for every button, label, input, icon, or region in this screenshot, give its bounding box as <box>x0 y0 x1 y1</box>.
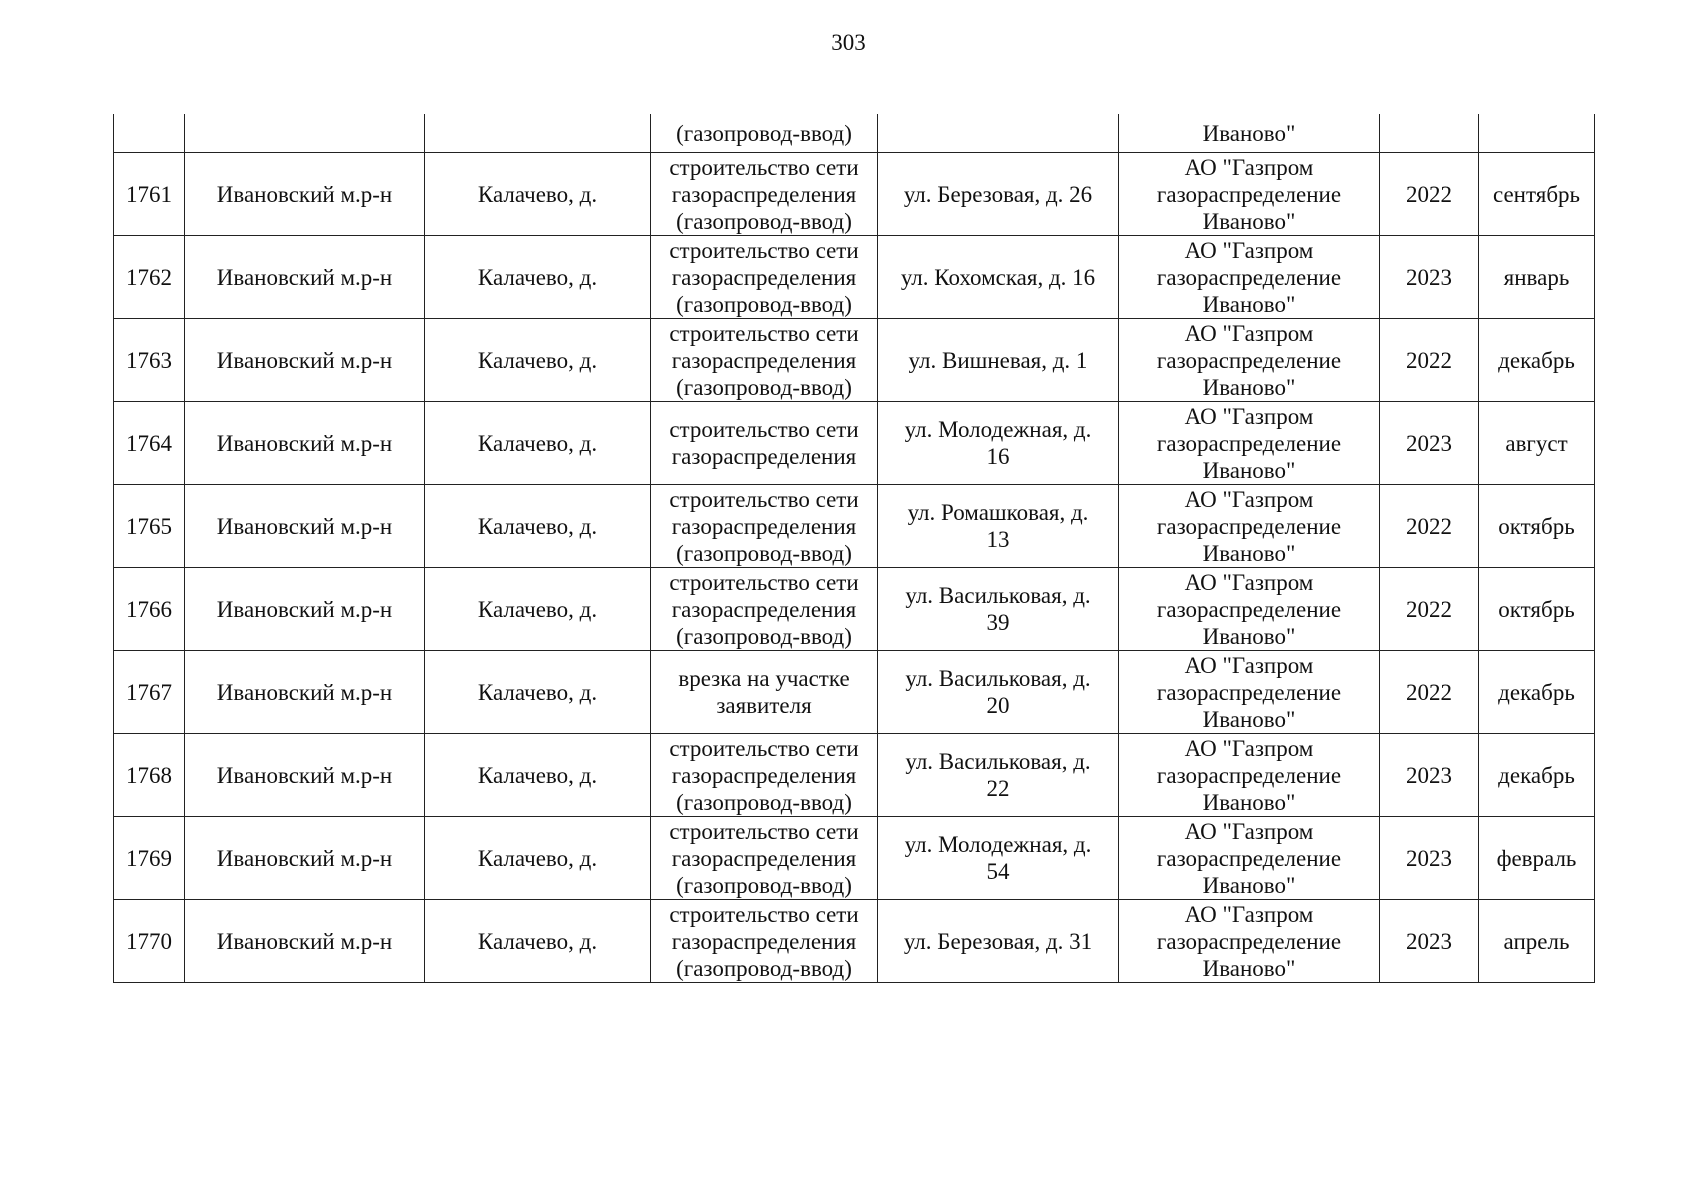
cell-number: 1769 <box>114 817 185 900</box>
cell-work-type: строительство сети газораспределения (газопровод-ввод) <box>651 734 878 817</box>
cell-address: ул. Васильковая, д. 22 <box>878 734 1119 817</box>
table-row <box>114 236 1595 319</box>
cell-district: Ивановский м.р-н <box>185 651 425 734</box>
cell-organization: АО "Газпром газораспределение Иваново" <box>1119 319 1380 402</box>
cell-address <box>878 114 1119 153</box>
cell-district: Ивановский м.р-н <box>185 734 425 817</box>
cell-year: 2023 <box>1380 236 1479 319</box>
cell-work-type: строительство сети газораспределения (газопровод-ввод) <box>651 568 878 651</box>
cell-month: апрель <box>1479 900 1595 983</box>
cell-work-type: строительство сети газораспределения (газопровод-ввод) <box>651 817 878 900</box>
cell-month: январь <box>1479 236 1595 319</box>
cell-district: Ивановский м.р-н <box>185 319 425 402</box>
cell-settlement: Калачево, д. <box>425 319 651 402</box>
cell-organization: АО "Газпром газораспределение Иваново" <box>1119 734 1380 817</box>
cell-address: ул. Молодежная, д. 16 <box>878 402 1119 485</box>
cell-district: Ивановский м.р-н <box>185 402 425 485</box>
cell-address: ул. Вишневая, д. 1 <box>878 319 1119 402</box>
cell-organization: АО "Газпром газораспределение Иваново" <box>1119 485 1380 568</box>
cell-organization: АО "Газпром газораспределение Иваново" <box>1119 817 1380 900</box>
cell-work-type: врезка на участке заявителя <box>651 651 878 734</box>
table-row-continuation <box>114 114 1595 153</box>
cell-number: 1766 <box>114 568 185 651</box>
cell-address: ул. Березовая, д. 31 <box>878 900 1119 983</box>
cell-month: сентябрь <box>1479 153 1595 236</box>
cell-organization: АО "Газпром газораспределение Иваново" <box>1119 153 1380 236</box>
cell-settlement: Калачево, д. <box>425 153 651 236</box>
cell-work-type: строительство сети газораспределения (газопровод-ввод) <box>651 153 878 236</box>
table-row <box>114 651 1595 734</box>
cell-settlement: Калачево, д. <box>425 817 651 900</box>
table-row <box>114 900 1595 983</box>
cell-district: Ивановский м.р-н <box>185 153 425 236</box>
cell-year: 2023 <box>1380 402 1479 485</box>
table-row <box>114 485 1595 568</box>
cell-organization: АО "Газпром газораспределение Иваново" <box>1119 900 1380 983</box>
cell-address: ул. Васильковая, д. 39 <box>878 568 1119 651</box>
cell-number <box>114 114 185 153</box>
cell-settlement: Калачево, д. <box>425 734 651 817</box>
cell-settlement: Калачево, д. <box>425 236 651 319</box>
cell-year <box>1380 114 1479 153</box>
cell-organization: АО "Газпром газораспределение Иваново" <box>1119 568 1380 651</box>
cell-work-type: строительство сети газораспределения (газопровод-ввод) <box>651 485 878 568</box>
cell-number: 1763 <box>114 319 185 402</box>
cell-address: ул. Ромашковая, д. 13 <box>878 485 1119 568</box>
cell-address: ул. Молодежная, д. 54 <box>878 817 1119 900</box>
cell-district <box>185 114 425 153</box>
cell-month: декабрь <box>1479 319 1595 402</box>
cell-year: 2022 <box>1380 568 1479 651</box>
cell-address: ул. Кохомская, д. 16 <box>878 236 1119 319</box>
cell-work-type: строительство сети газораспределения (газопровод-ввод) <box>651 900 878 983</box>
table-row <box>114 153 1595 236</box>
cell-address: ул. Васильковая, д. 20 <box>878 651 1119 734</box>
cell-number: 1764 <box>114 402 185 485</box>
cell-number: 1761 <box>114 153 185 236</box>
cell-year: 2023 <box>1380 817 1479 900</box>
cell-month: октябрь <box>1479 568 1595 651</box>
cell-settlement <box>425 114 651 153</box>
cell-number: 1767 <box>114 651 185 734</box>
cell-number: 1770 <box>114 900 185 983</box>
cell-year: 2022 <box>1380 153 1479 236</box>
cell-settlement: Калачево, д. <box>425 900 651 983</box>
page-number: 303 <box>831 30 866 55</box>
cell-month: октябрь <box>1479 485 1595 568</box>
cell-organization: АО "Газпром газораспределение Иваново" <box>1119 651 1380 734</box>
cell-settlement: Калачево, д. <box>425 568 651 651</box>
cell-month: февраль <box>1479 817 1595 900</box>
cell-district: Ивановский м.р-н <box>185 817 425 900</box>
cell-settlement: Калачево, д. <box>425 651 651 734</box>
cell-number: 1768 <box>114 734 185 817</box>
cell-year: 2022 <box>1380 651 1479 734</box>
cell-district: Ивановский м.р-н <box>185 900 425 983</box>
cell-year: 2023 <box>1380 900 1479 983</box>
cell-organization: АО "Газпром газораспределение Иваново" <box>1119 402 1380 485</box>
cell-month <box>1479 114 1595 153</box>
gas-distribution-table <box>113 114 1595 983</box>
table-row <box>114 319 1595 402</box>
table-row <box>114 402 1595 485</box>
cell-work-type: строительство сети газораспределения <box>651 402 878 485</box>
table-row <box>114 568 1595 651</box>
cell-year: 2023 <box>1380 734 1479 817</box>
cell-year: 2022 <box>1380 319 1479 402</box>
cell-organization: АО "Газпром газораспределение Иваново" <box>1119 236 1380 319</box>
cell-work-type: строительство сети газораспределения (газопровод-ввод) <box>651 319 878 402</box>
cell-year: 2022 <box>1380 485 1479 568</box>
cell-address: ул. Березовая, д. 26 <box>878 153 1119 236</box>
cell-month: декабрь <box>1479 734 1595 817</box>
table-row <box>114 734 1595 817</box>
cell-work-type: (газопровод-ввод) <box>651 114 878 153</box>
cell-settlement: Калачево, д. <box>425 485 651 568</box>
cell-month: декабрь <box>1479 651 1595 734</box>
cell-number: 1762 <box>114 236 185 319</box>
cell-district: Ивановский м.р-н <box>185 236 425 319</box>
cell-district: Ивановский м.р-н <box>185 568 425 651</box>
cell-month: август <box>1479 402 1595 485</box>
cell-settlement: Калачево, д. <box>425 402 651 485</box>
cell-work-type: строительство сети газораспределения (газопровод-ввод) <box>651 236 878 319</box>
cell-district: Ивановский м.р-н <box>185 485 425 568</box>
cell-number: 1765 <box>114 485 185 568</box>
cell-organization: Иваново" <box>1119 114 1380 153</box>
table-row <box>114 817 1595 900</box>
